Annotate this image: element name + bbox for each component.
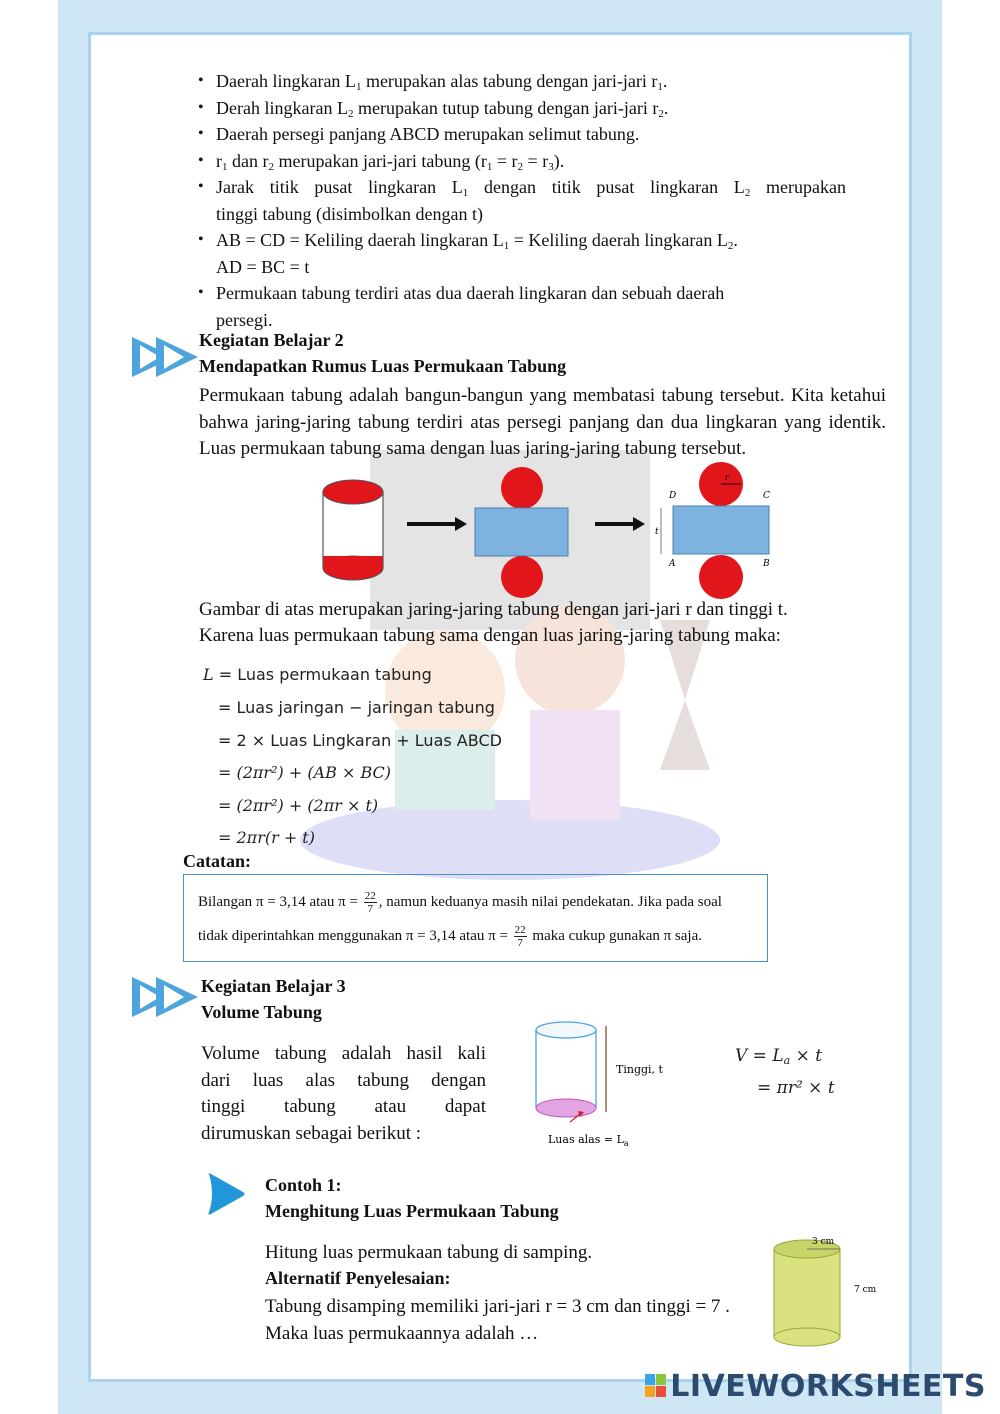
liveworksheets-logo-icon [645, 1374, 667, 1398]
list-item: • Derah lingkaran $L_2$ merupakan tutup tabung dengan jari-jari $r_2$. [196, 95, 846, 122]
height-label: Tinggi, t [616, 1063, 663, 1076]
net-label-r: r [725, 473, 729, 482]
volume-formula-line-1: $V = L_a \times t$ [735, 1046, 823, 1067]
section-arrow-icon [130, 975, 200, 1019]
net-labelled [655, 462, 770, 599]
figure-caption-1: Gambar di atas merupakan jaring-jaring tabung dengan jari-jari r dan tinggi t. [199, 599, 788, 620]
net-label-t: t [655, 527, 659, 537]
contoh-subtitle: Menghitung Luas Permukaan Tabung [265, 1201, 559, 1221]
catatan-line-1: Bilangan π = 3,14 atau π = $\frac{22}{7}$ , namun keduanya masih nilai pendekatan. Jika pada soal [198, 890, 722, 916]
formula-line-2: = Luas jaringan − jaringan tabung [218, 698, 495, 717]
tabung-properties-list [196, 68, 846, 333]
net-label-a: A [669, 559, 676, 569]
contoh-question: Hitung luas permukaan tabung di samping. [265, 1242, 593, 1263]
formula-line-5: = (2πr²) + (2πr × t) [218, 796, 379, 815]
net-label-d: D [669, 491, 677, 501]
radius-label: 3 cm [812, 1237, 835, 1247]
liveworksheets-logo-text: LIVEWORKSHEETS [670, 1369, 986, 1404]
list-item-continued: tinggi tabung (disimbolkan dengan t) [216, 203, 483, 224]
contoh-line-2: Maka luas permukaannya adalah … [265, 1323, 539, 1344]
volume-formula-line-2: = πr² × t [757, 1078, 835, 1098]
kb3-title: Kegiatan Belajar 3 [201, 976, 346, 996]
play-arrow-icon [203, 1170, 247, 1218]
arrow-right-icon [595, 517, 645, 531]
alternatif-label: Alternatif Penyelesaian: [265, 1268, 451, 1288]
contoh-title: Contoh 1: [265, 1175, 342, 1195]
contoh-line-1: Tabung disamping memiliki jari-jari r = 3 cm dan tinggi = 7 . [265, 1296, 730, 1317]
catatan-label: Catatan: [183, 851, 251, 871]
list-item: • Permukaan tabung terdiri atas dua daerah lingkaran dan sebuah daerah [196, 280, 846, 307]
kb2-subtitle: Mendapatkan Rumus Luas Permukaan Tabung [199, 356, 567, 376]
kb3-paragraph: Volume tabung adalah hasil kali dari luas alas tabung dengan tinggi tabung atau dapat dirumuskan sebagai berikut : [201, 1043, 486, 1144]
net-label-c: C [763, 491, 770, 501]
formula-line-4: = (2πr²) + (AB × BC) [218, 763, 391, 782]
cylinder-3d-icon [323, 480, 383, 580]
list-item-continued: persegi. [216, 309, 273, 330]
example-cylinder-figure [770, 1235, 885, 1353]
list-item: • Jarak titik pusat lingkaran $L_1$ dengan titik pusat lingkaran $L_2$ merupakan [196, 174, 846, 201]
base-area-label: Luas alas = $L_a$ [548, 1133, 629, 1148]
arrow-right-icon [407, 517, 467, 531]
catatan-box [183, 874, 768, 962]
formula-line-1: L = Luas permukaan tabung [203, 665, 432, 684]
figure-caption-2: Karena luas permukaan tabung sama dengan luas jaring-jaring tabung maka: [199, 625, 781, 646]
catatan-line-2: tidak diperintahkan menggunakan π = 3,14 atau π = $\frac{22}{7}$ maka cukup gunakan π saja. [198, 924, 703, 950]
section-arrow-icon [130, 335, 200, 379]
list-item-continued: AD = BC = t [216, 256, 310, 277]
list-item: • $r_1$ dan $r_2$ merupakan jari-jari tabung $(r_1 = r_2 = r_3)$. [196, 148, 846, 175]
list-item: • AB = CD = Keliling daerah lingkaran $L_1$ = Keliling daerah lingkaran $L_2$. [196, 227, 846, 254]
net-unlabelled [475, 467, 568, 598]
formula-line-3: = 2 × Luas Lingkaran + Luas ABCD [218, 731, 502, 750]
liveworksheets-logo[interactable] [645, 1369, 986, 1404]
kb3-subtitle: Volume Tabung [201, 1002, 322, 1022]
tabung-net-figure [315, 462, 785, 604]
list-item: • Daerah lingkaran $L_1$ merupakan alas tabung dengan jari-jari $r_1$. [196, 68, 846, 95]
list-item: • Daerah persegi panjang ABCD merupakan selimut tabung. [196, 121, 846, 148]
formula-line-6: = 2πr(r + t) [218, 828, 315, 847]
kb2-title: Kegiatan Belajar 2 [199, 330, 344, 350]
net-label-b: B [763, 559, 770, 569]
kb2-paragraph: Permukaan tabung adalah bangun-bangun yang membatasi tabung tersebut. Kita ketahui bahwa jaring-jaring tabung terdiri atas persegi panjang dan dua lingkaran yang identik. Luas permukaan tabung sama dengan luas jaring-jaring tabung tersebut. [199, 385, 886, 459]
height-label: 7 cm [854, 1285, 877, 1295]
volume-cylinder-figure [530, 1018, 670, 1154]
